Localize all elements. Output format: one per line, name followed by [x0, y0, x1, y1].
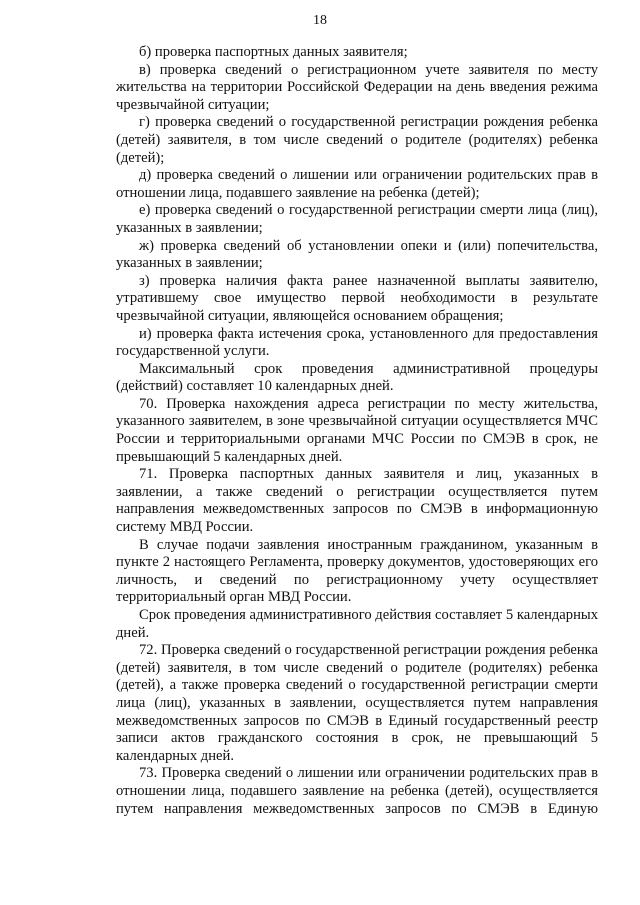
paragraph-item-g: г) проверка сведений о государственной регистрации рождения ребенка (детей) заявителя, в том числе сведений о родителе (родителях) ребенка (детей);: [116, 114, 598, 166]
paragraph-item-zh: ж) проверка сведений об установлении опеки и (или) попечительства, указанных в заявлении;: [116, 237, 598, 272]
paragraph-action-term: Срок проведения административного действия составляет 5 календарных дней.: [116, 607, 598, 641]
paragraph-item-z: з) проверка наличия факта ранее назначенной выплаты заявителю, утратившему свое имущество первой необходимости в результате чрезвычайной ситуации, являющейся основанием обращения;: [116, 272, 598, 324]
paragraph-item-v: в) проверка сведений о регистрационном учете заявителя по месту жительства на территории Российской Федерации на день введения режима чрезвычайной ситуации;: [116, 61, 598, 113]
paragraph-item-d: д) проверка сведений о лишении или ограничении родительских прав в отношении лица, подавшего заявление на ребенка (детей);: [116, 167, 598, 201]
paragraph-70: 70. Проверка нахождения адреса регистрации по месту жительства, указанного заявителем, в зоне чрезвычайной ситуации осуществляется МЧС России и территориальными органами МЧС России по СМЭВ в срок, не превышающий 5 календарных дней.: [116, 395, 598, 465]
paragraph-item-e: е) проверка сведений о государственной регистрации смерти лица (лиц), указанных в заявлении;: [116, 202, 598, 236]
paragraph-foreign-citizen: В случае подачи заявления иностранным гражданином, указанным в пункте 2 настоящего Регламента, проверку документов, удостоверяющих его личность, и сведений по регистрационному учету осуществляет территориальный орган МВД России.: [116, 536, 598, 606]
page-number: 18: [313, 13, 327, 28]
paragraph-73: 73. Проверка сведений о лишении или ограничении родительских прав в отношении лица, подавшего заявление на ребенка (детей), осуществляется путем направления межведомственных запросов по СМЭВ в Единую: [116, 765, 598, 817]
paragraph-max-term: Максимальный срок проведения административной процедуры (действий) составляет 10 календарных дней.: [116, 360, 598, 395]
document-body: [116, 44, 598, 818]
paragraph-item-b: б) проверка паспортных данных заявителя;: [139, 44, 408, 60]
paragraph-72: 72. Проверка сведений о государственной регистрации рождения ребенка (детей) заявителя, в том числе сведений о родителе (родителях) ребенка (детей), а также проверка сведений о государственной регистрации смерти лица (лиц), указанных в заявлении, осуществляется путем направления межведомственных запросов по СМЭВ в Единый государственный реестр записи актов гражданского состояния в срок, не превышающий 5 календарных дней.: [116, 642, 598, 764]
paragraph-item-i: и) проверка факта истечения срока, установленного для предоставления государственной услуги.: [116, 325, 598, 360]
paragraph-71: 71. Проверка паспортных данных заявителя и лиц, указанных в заявлении, а также сведений о регистрации осуществляется путем направления межведомственных запросов по СМЭВ в информационную систему МВД России.: [116, 466, 598, 536]
